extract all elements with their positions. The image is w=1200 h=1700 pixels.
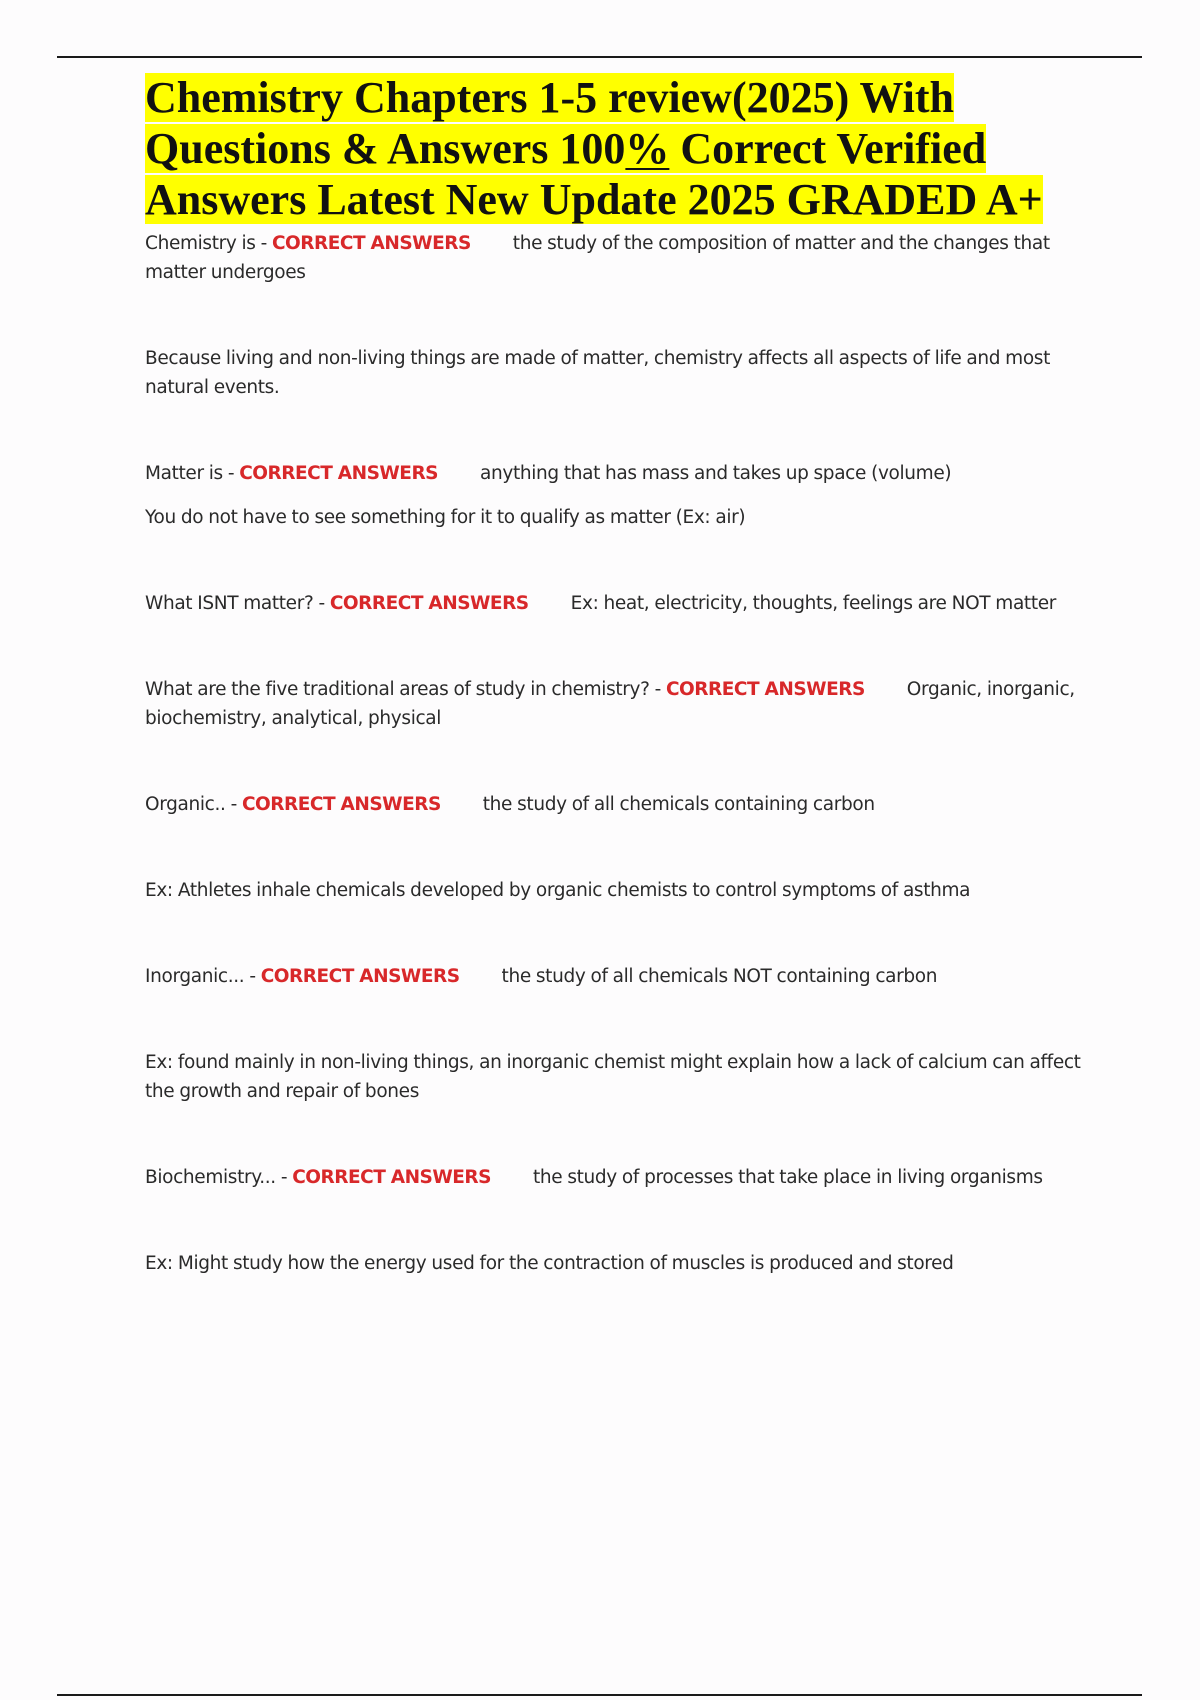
answer-text: the study of the composition of matter and the changes that matter undergoes: [145, 233, 1050, 283]
question-text: What are the five traditional areas of study in chemistry? -: [145, 679, 666, 700]
qa-entry: [145, 589, 1085, 618]
question-text: What ISNT matter? -: [145, 593, 330, 614]
top-rule: [57, 56, 1142, 58]
qa-entry: [145, 962, 1085, 991]
correct-answers-label: CORRECT ANSWERS: [292, 1167, 491, 1188]
answer-text: the study of all chemicals containing carbon: [482, 794, 875, 815]
qa-entry: [145, 790, 1085, 819]
question-text: Biochemistry... -: [145, 1167, 293, 1188]
correct-answers-label: CORRECT ANSWERS: [260, 966, 460, 987]
correct-answers-label: CORRECT ANSWERS: [329, 593, 529, 614]
document-body: [145, 72, 1085, 1278]
correct-answers-label: CORRECT ANSWERS: [271, 233, 471, 254]
question-text: Inorganic... -: [145, 966, 261, 987]
qa-entry: [145, 1163, 1085, 1192]
note-paragraph: Ex: found mainly in non-living things, an inorganic chemist might explain how a lack of calcium can affect the growth and repair of bones: [145, 1052, 1081, 1102]
question-text: Matter is -: [145, 463, 240, 484]
answer-text: the study of processes that take place in living organisms: [533, 1167, 1043, 1188]
note-paragraph: Because living and non-living things are made of matter, chemistry affects all aspects of life and most natural events.: [145, 348, 1050, 398]
title-text-part-2: Correct Verified Answers Latest New Update 2025 GRADED A+: [145, 124, 1043, 224]
document-title: [145, 72, 1085, 225]
qa-entry: [145, 459, 1085, 488]
answer-text: the study of all chemicals NOT containing carbon: [501, 966, 938, 987]
note-paragraph: Ex: Athletes inhale chemicals developed by organic chemists to control symptoms of asthma: [145, 880, 971, 901]
bottom-rule: [57, 1694, 1142, 1696]
note-paragraph: Ex: Might study how the energy used for the contraction of muscles is produced and stored: [145, 1253, 954, 1274]
qa-list: [145, 229, 1085, 1278]
note-paragraph: You do not have to see something for it to qualify as matter (Ex: air): [145, 507, 746, 528]
correct-answers-label: CORRECT ANSWERS: [241, 794, 441, 815]
title-text-part-1: Chemistry Chapters 1-5 review(2025) With Questions & Answers 100: [145, 73, 955, 173]
title-underlined-percent: %: [625, 124, 670, 173]
question-text: Chemistry is -: [145, 233, 272, 254]
correct-answers-label: CORRECT ANSWERS: [665, 679, 865, 700]
question-text: Organic.. -: [145, 794, 242, 815]
qa-entry: [145, 229, 1085, 287]
answer-text: anything that has mass and takes up space (volume): [480, 463, 952, 484]
correct-answers-label: CORRECT ANSWERS: [239, 463, 439, 484]
qa-entry: [145, 675, 1085, 733]
answer-text: Ex: heat, electricity, thoughts, feelings are NOT matter: [570, 593, 1057, 614]
answer-text: Organic, inorganic, biochemistry, analytical, physical: [145, 679, 1075, 729]
